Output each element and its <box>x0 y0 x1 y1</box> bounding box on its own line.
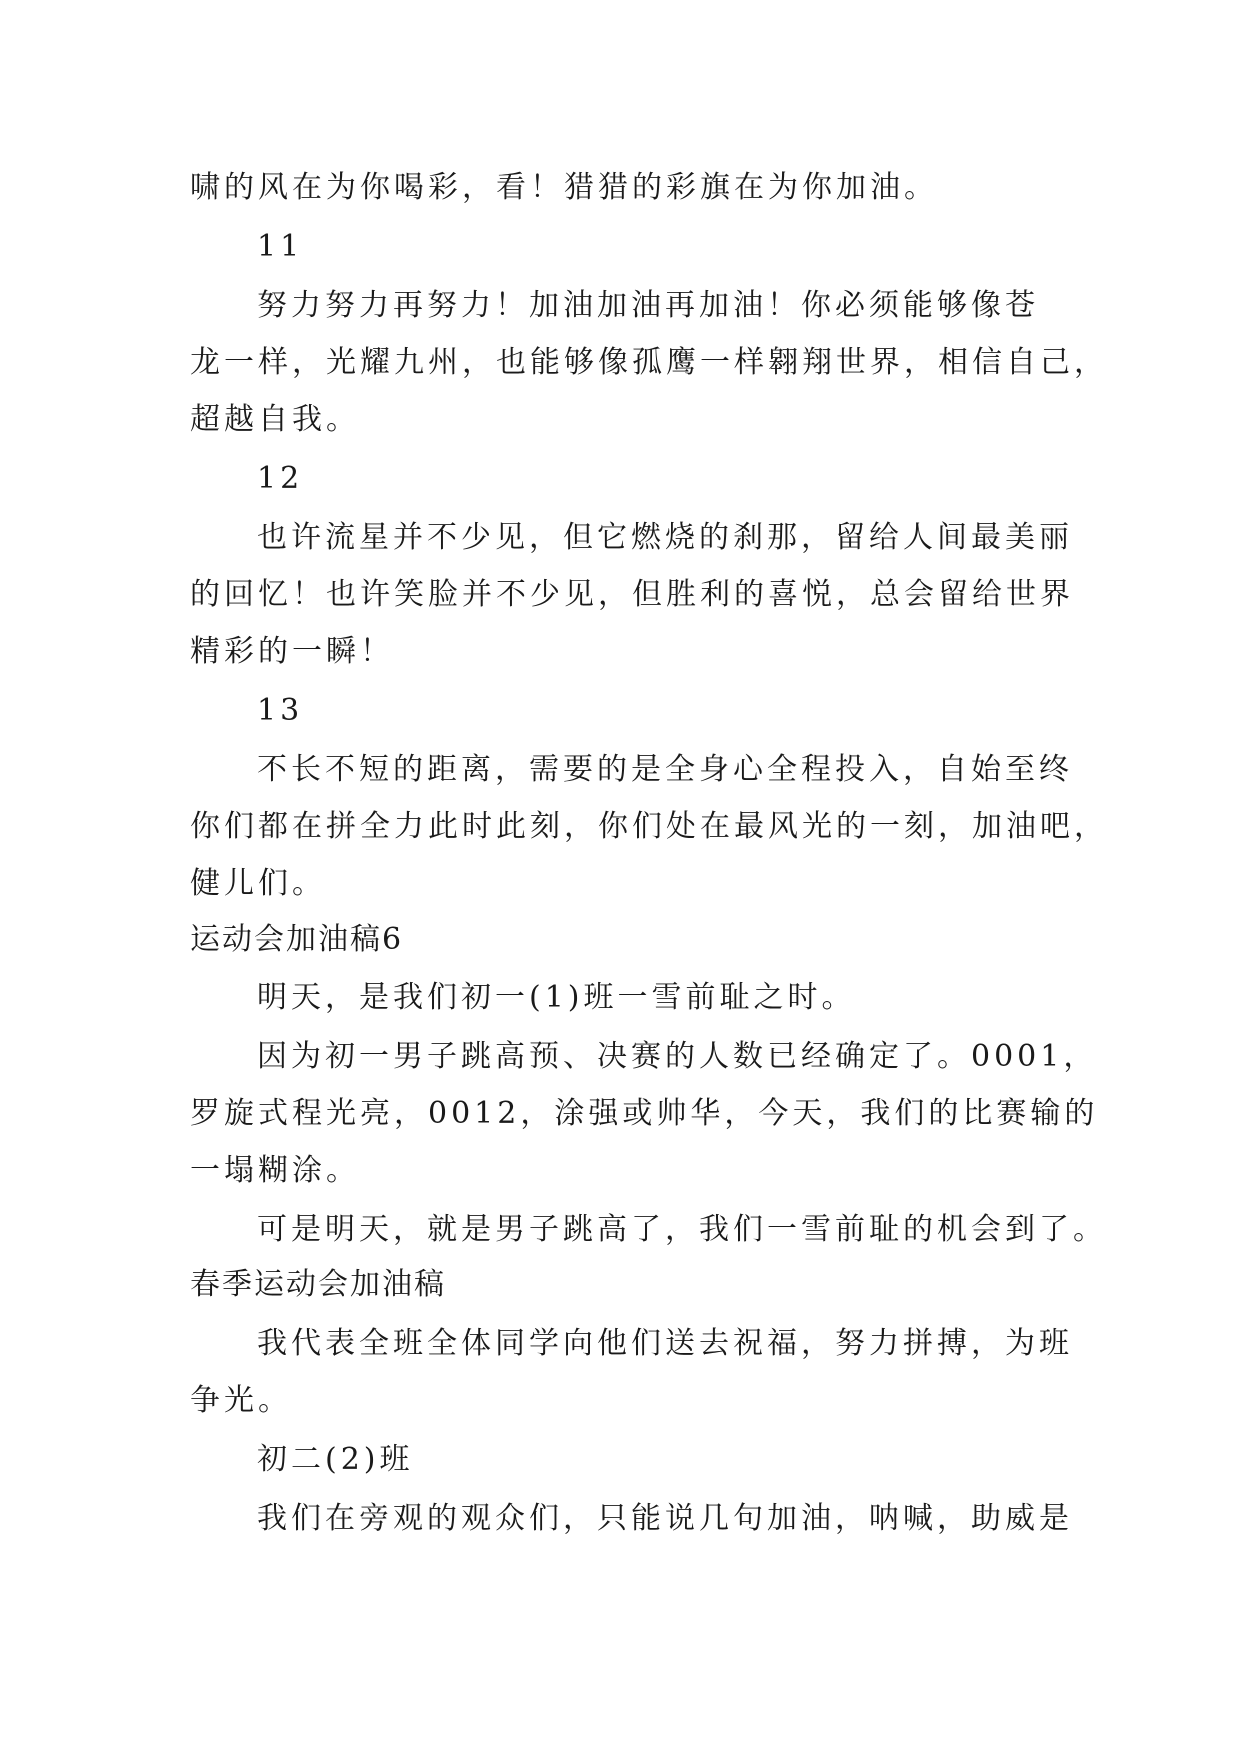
section-heading: 春季运动会加油稿 <box>190 1267 446 1302</box>
paragraph-line: 努力努力再努力！加油加油再加油！你必须能够像苍 <box>257 288 1039 323</box>
paragraph-line: 罗旋式程光亮，0012，涂强或帅华，今天，我们的比赛输的 <box>190 1096 1099 1131</box>
paragraph-line: 的回忆！也许笑脸并不少见，但胜利的喜悦，总会留给世界 <box>190 577 1074 612</box>
paragraph-line: 争光。 <box>190 1383 292 1418</box>
paragraph-line: 明天，是我们初一(1)班一雪前耻之时。 <box>257 980 856 1015</box>
paragraph-line: 超越自我。 <box>190 402 360 437</box>
section-number: 12 <box>257 461 304 496</box>
paragraph-line: 因为初一男子跳高预、决赛的人数已经确定了。0001， <box>257 1039 1098 1074</box>
class-label: 初二(2)班 <box>257 1442 414 1477</box>
paragraph-line: 我们在旁观的观众们，只能说几句加油，呐喊，助威是 <box>257 1501 1073 1536</box>
paragraph-line: 龙一样，光耀九州，也能够像孤鹰一样翱翔世界，相信自己， <box>190 345 1108 380</box>
paragraph-line: 健儿们。 <box>190 866 326 901</box>
paragraph-line: 一塌糊涂。 <box>190 1153 360 1188</box>
paragraph-line: 精彩的一瞬！ <box>190 634 394 669</box>
section-number: 11 <box>257 229 304 264</box>
paragraph-line: 也许流星并不少见，但它燃烧的刹那，留给人间最美丽 <box>257 520 1073 555</box>
paragraph-line: 我代表全班全体同学向他们送去祝福，努力拼搏，为班 <box>257 1326 1073 1361</box>
section-number: 13 <box>257 693 304 728</box>
paragraph-line: 啸的风在为你喝彩，看！猎猎的彩旗在为你加油。 <box>190 170 938 205</box>
section-heading: 运动会加油稿6 <box>190 922 404 957</box>
paragraph-line: 可是明天，就是男子跳高了，我们一雪前耻的机会到了。 <box>257 1212 1107 1247</box>
paragraph-line: 不长不短的距离，需要的是全身心全程投入，自始至终 <box>257 752 1073 787</box>
paragraph-line: 你们都在拼全力此时此刻，你们处在最风光的一刻，加油吧， <box>190 809 1108 844</box>
